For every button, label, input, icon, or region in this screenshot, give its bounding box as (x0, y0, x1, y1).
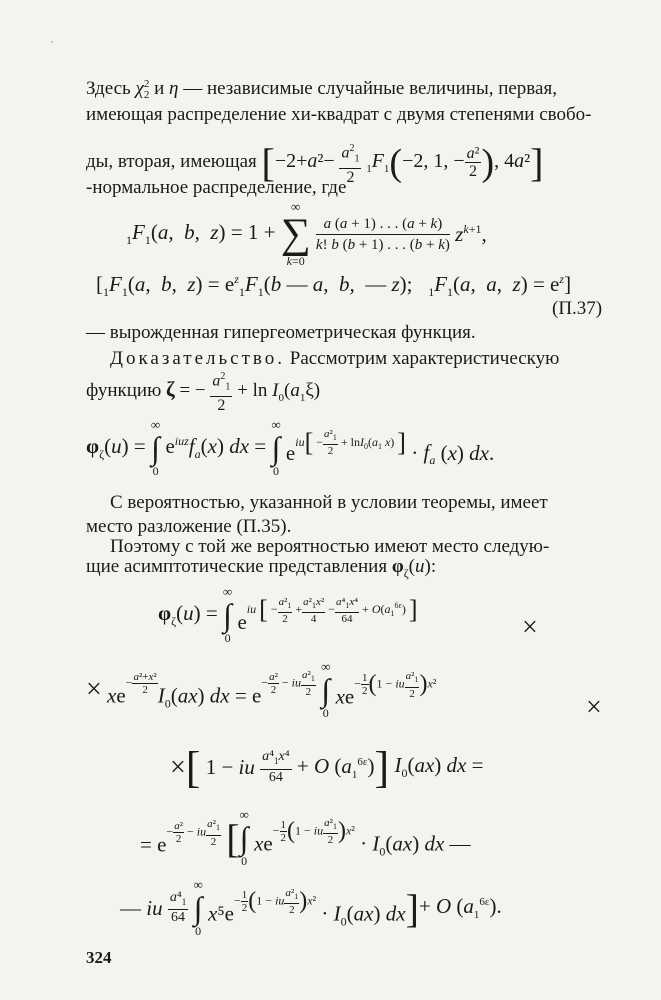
equation-label: (П.37) (552, 298, 603, 319)
text-line: Здесь χ 2 2 и η — независимые случайные величины, первая, (86, 77, 557, 101)
page-number: 324 (86, 948, 112, 967)
equation-asymptotic-4: = e− $\frac{\text{a²}}{2}$ − iu $\frac{a^2_1}{2}$ [ ∞ ∫ 0 xe− $\frac{1}{2}$ (1 − iu $\frac{a^2_1}{2}$ )$x^2 \cdot I_0(ax)$ dx — (140, 807, 471, 868)
text-line: функцию ζ = − $\frac{a^2_1}{2}$ + $\ln I_0(a_1\xi)$ (86, 366, 320, 412)
equation-asymptotic-5: — iu $\frac{a^4_1}{64}$ ∞ ∫ 0 x⁵e− $\frac{1}{2}$ (1 − iu $\frac{a^2_1}{2}$ )$x^2 \cdot I_0(ax)$ dx]+ O $(a_1^{6\varepsilon})$. (120, 877, 502, 938)
equation-asymptotic-1: $\varphi_\zeta(u)$ = ∞ ∫ 0 eiu [ − $\frac{a^2_1}{2}$ + $\frac{a^2_1x^2}{4}$ − $\frac{a^4_1x^4}{64}$ + $O(a_1^{6\varepsilon})$ ] (158, 584, 418, 645)
text-line: щие асимптотические представления $\varphi_\zeta(u)$: (86, 556, 437, 580)
text-line-4: -нормальное распределение, где (86, 177, 347, 198)
equation-asymptotic-3: ×[ 1 − iu $\frac{a^4_1x^4}{64}$ + O $(a_1^{6\varepsilon})$] $I_0(ax)$ dx = (170, 743, 484, 792)
times-sign: × (522, 612, 538, 643)
text-line: Доказательство. Рассмотрим характеристическую (110, 348, 560, 369)
text-line-8: С вероятностью, указанной в условии теоремы, имеет (110, 492, 548, 513)
text-line-2: имеющая распределение хи-квадрат с двумя степенями свобо- (86, 104, 592, 125)
times-sign: × (586, 692, 602, 723)
text-line: ды, вторая, имеющая [−2+a²− $\frac{a^2_1}{2}$ $_1F_1(-2$, 1, − $\frac{\text{a²}}{2}$ ), 4a²] (86, 139, 544, 186)
equation-hypergeometric: $_1F_1(a$, b, z) = 1 + ∞ ∑ k=0 $\frac{a (a + 1) . . . (a + k)}{k! b (b + 1) . . . (b + k)}$ $z^{k+1}$, (126, 199, 487, 268)
text-line-5: — вырожденная гипергеометрическая функция. (86, 322, 476, 343)
scan-mark: ˙ (50, 38, 54, 52)
text-line-10: Поэтому с той же вероятностью имеют место следую- (110, 536, 550, 557)
equation-char-function: $\varphi_\zeta(u)$ = ∞ ∫ 0 $e^{iuz}f_a(x)$ dx = ∞ ∫ 0 eiu[ − $\frac{a^2_1}{2}$ + $\ln I_0(a_1$ x) ] · $f_a$ (x) dx. (86, 417, 495, 478)
text-line-9: место разложение (П.35). (86, 516, 292, 537)
equation-asymptotic-2: × xe− $\frac{\text{a²+x²}}{2}$ $I_0(ax)$ dx = e− $\frac{\text{a²}}{2}$ − iu $\frac{a^2_1}{2}$ ∞ ∫ 0 xe− $\frac{1}{2}$ (1 − iu $\frac{a^2_1}{2}$ )x² (86, 659, 437, 720)
equation-identity: [$_1F_1(a$, b, $z) = e^z_1F_1(b$ — a, b, — z); $_1F_1(a$, a, $z) = e^z$] (96, 272, 572, 300)
